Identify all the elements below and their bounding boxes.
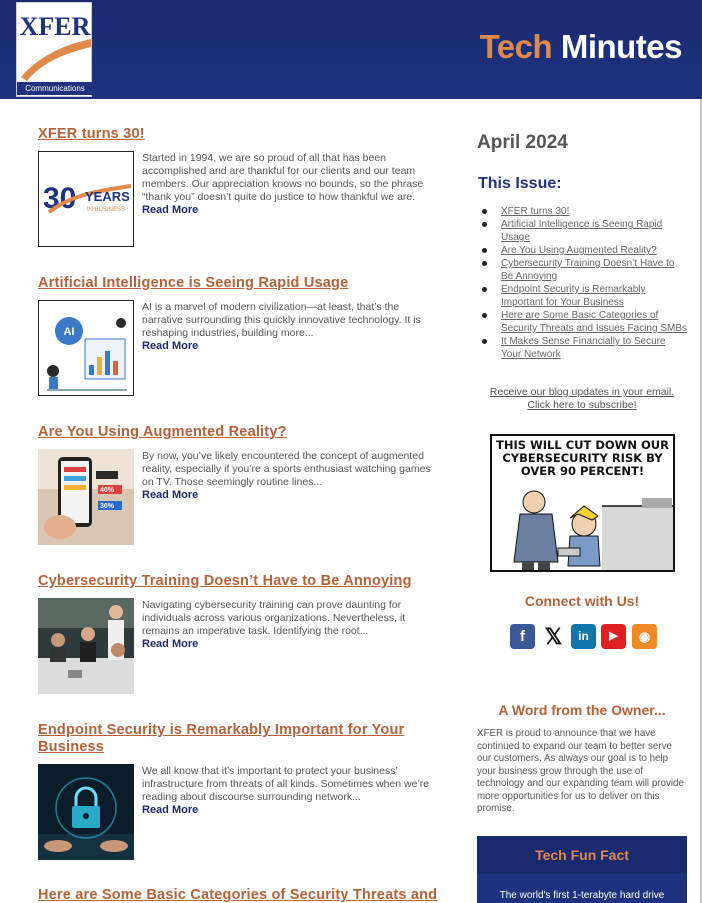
newsletter-title — [480, 28, 682, 66]
article-title[interactable]: Endpoint Security is Remarkably Important for Your Business — [38, 722, 405, 755]
read-more-link[interactable]: Read More — [142, 340, 199, 352]
article-title[interactable]: XFER turns 30! — [38, 126, 145, 142]
article-thumbnail-padlock[interactable] — [38, 764, 134, 860]
read-more-link[interactable]: Read More — [142, 638, 199, 650]
owner-heading: A Word from the Owner... — [498, 702, 666, 718]
issue-link[interactable]: Are You Using Augmented Reality? — [501, 245, 657, 256]
article-security-categories — [38, 887, 438, 903]
svg-text:IN BUSINESS: IN BUSINESS — [87, 207, 126, 213]
header-banner — [0, 0, 702, 99]
article-cyber-training — [38, 573, 438, 650]
article-title[interactable]: Are You Using Augmented Reality? — [38, 424, 287, 440]
ai-illustration-icon — [39, 301, 134, 396]
issue-list-item — [501, 257, 687, 283]
svg-text:XFER: XFER — [19, 12, 91, 41]
article-excerpt: Navigating cybersecurity training can prove daunting for individuals across various organizations. Nevertheless, it remains an imperative task. Identifying the root... Read More — [142, 599, 440, 651]
fun-fact-text: The world's first 1-terabyte hard drive — [499, 890, 665, 901]
svg-text:AI: AI — [63, 326, 75, 338]
issue-list-item — [501, 244, 687, 257]
issue-link[interactable]: Endpoint Security is Remarkably Important for Your Business — [501, 284, 646, 308]
article-excerpt: By now, you’ve likely encountered the concept of augmented reality, especially if you’re a sports enthusiast watching games on TV. Those seemingly routine lines... Read More — [142, 450, 440, 502]
article-augmented-reality — [38, 424, 438, 510]
issue-list-item — [501, 335, 687, 361]
social-links — [507, 624, 657, 658]
subscribe-line-1[interactable]: Receive our blog updates in your email. — [489, 386, 675, 398]
title-tech: Tech — [479, 28, 553, 65]
issue-list-item — [501, 283, 687, 309]
thirty-years-badge-icon — [39, 152, 134, 247]
issue-link[interactable]: Artificial Intelligence is Seeing Rapid Usage — [501, 219, 663, 243]
issue-list-item — [501, 205, 687, 218]
this-issue-heading: This Issue: — [478, 175, 562, 192]
article-excerpt: We all know that it’s important to protect your business’ infrastructure from threats of all kinds. Sometimes when we’re reading about discourse surrounding network... Read More — [142, 765, 440, 817]
read-more-link[interactable]: Read More — [142, 204, 199, 216]
digital-padlock-icon — [38, 764, 134, 860]
facebook-icon[interactable]: f — [510, 624, 535, 649]
svg-text:40%: 40% — [100, 487, 115, 494]
svg-text:YEARS: YEARS — [85, 189, 130, 204]
issue-list-item — [501, 218, 687, 244]
article-thumbnail-team-meeting[interactable] — [38, 598, 134, 694]
linkedin-icon[interactable]: in — [571, 624, 596, 649]
issue-list — [501, 205, 687, 361]
article-excerpt: AI is a marvel of modern civilization—at least, that’s the narrative surrounding this quickly innovative technology. It is reshaping industries, building more... Read More — [142, 301, 440, 353]
company-logo[interactable] — [16, 2, 92, 97]
issue-month: April 2024 — [477, 132, 568, 153]
article-ai-usage — [38, 275, 438, 352]
tech-fun-fact-box — [477, 836, 687, 903]
article-thumbnail-ar[interactable] — [38, 449, 134, 545]
issue-list-item — [501, 309, 687, 335]
article-endpoint-security — [38, 722, 438, 816]
issue-link[interactable]: Cybersecurity Training Doesn’t Have to Be Annoying — [501, 258, 675, 282]
phone-ar-photo-icon — [38, 449, 134, 545]
subscribe-link[interactable] — [477, 386, 687, 412]
article-thumbnail-30-years[interactable] — [38, 151, 134, 247]
read-more-link[interactable]: Read More — [142, 489, 199, 501]
rss-icon[interactable]: ◉ — [632, 624, 657, 649]
issue-link[interactable]: XFER turns 30! — [501, 206, 570, 217]
issue-link[interactable]: Here are Some Basic Categories of Security Threats and Issues Facing SMBs — [501, 310, 688, 334]
issue-link[interactable]: It Makes Sense Financially to Secure Your Network — [501, 336, 666, 360]
comic-caption: THIS WILL CUT DOWN OUR CYBERSECURITY RISK BY OVER 90 PERCENT! — [496, 438, 669, 478]
read-more-link[interactable]: Read More — [142, 804, 199, 816]
cybersecurity-comic[interactable] — [490, 434, 675, 572]
article-xfer-30 — [38, 126, 438, 216]
comic-illustration-icon — [492, 436, 673, 570]
x-icon[interactable]: 𝕏 — [541, 624, 566, 649]
fun-fact-heading: Tech Fun Fact — [535, 847, 629, 863]
article-title[interactable]: Artificial Intelligence is Seeing Rapid Usage — [38, 275, 349, 291]
youtube-icon[interactable]: ▶ — [601, 624, 626, 649]
subscribe-line-2[interactable]: Click here to subscribe! — [527, 399, 637, 411]
title-minutes: Minutes — [560, 28, 682, 65]
logo-swoosh-icon — [17, 3, 93, 85]
owner-message: XFER is proud to announce that we have continued to expand our team to better serve our customers. As always our goal is to help your business grow through the use of technology and our expanding team will provide more opportunities for us to deliver on this promise. — [477, 728, 684, 814]
article-thumbnail-ai[interactable] — [38, 300, 134, 396]
svg-text:30: 30 — [43, 182, 77, 215]
article-title[interactable]: Here are Some Basic Categories of Security Threats and — [38, 887, 438, 903]
article-excerpt: Started in 1994, we are so proud of all that has been accomplished and are thankful for our clients and our team members. Our appreciation knows no bounds, so the phrase “thank you” doesn’t quite do justice to how thankful we are. Read More — [142, 152, 440, 217]
connect-heading: Connect with Us! — [524, 593, 640, 609]
svg-text:30%: 30% — [100, 503, 115, 510]
logo-subtitle: Communications — [17, 82, 93, 95]
team-meeting-photo-icon — [38, 598, 134, 694]
article-title[interactable]: Cybersecurity Training Doesn’t Have to Be Annoying — [38, 573, 412, 589]
